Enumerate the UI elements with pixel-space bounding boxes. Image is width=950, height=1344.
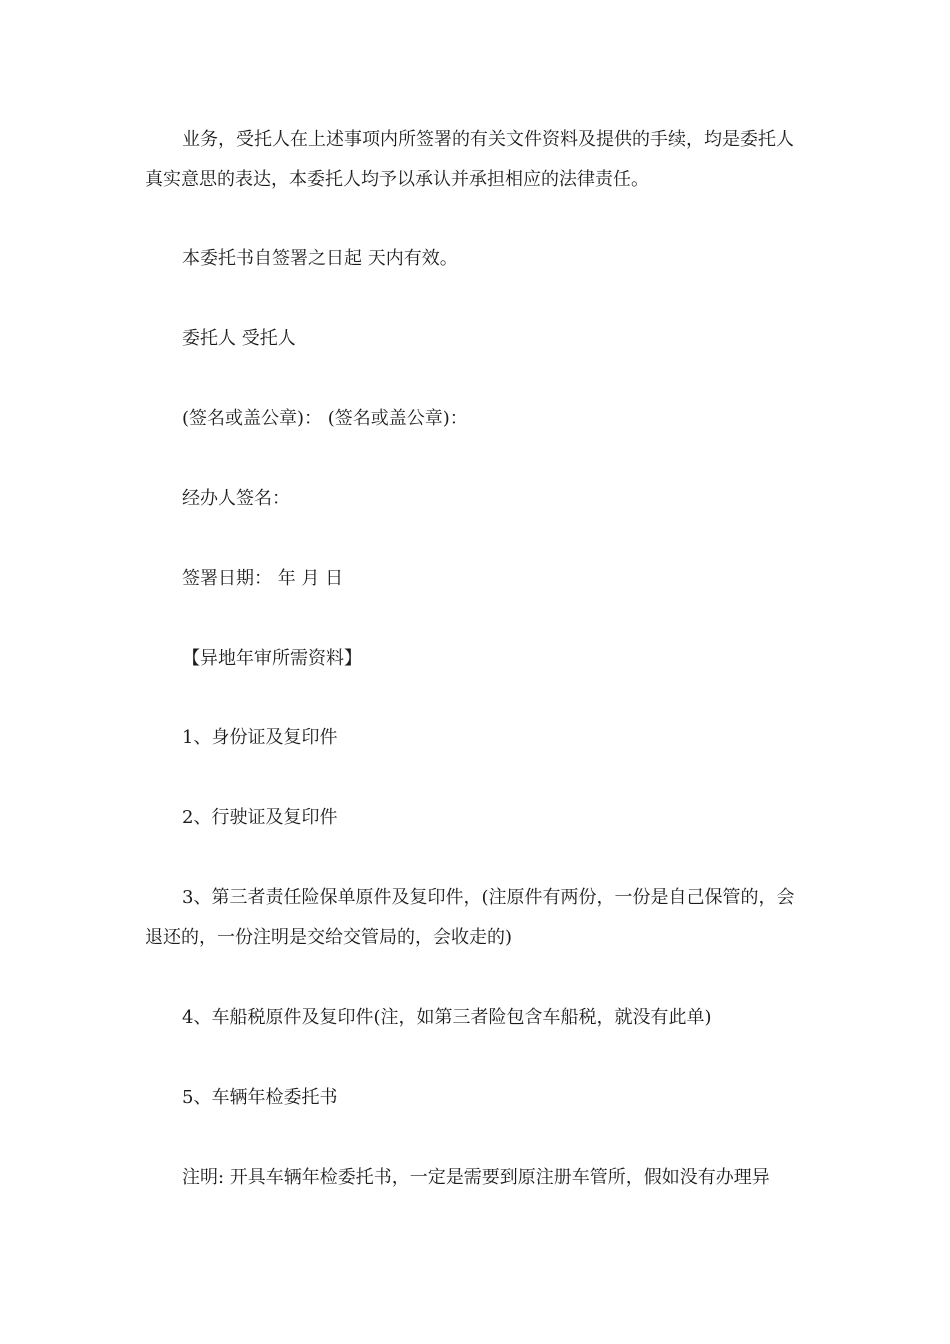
paragraph-parties: 委托人 受托人 [182, 328, 296, 349]
list-item-inspection-authorization: 5、车辆年检委托书 [182, 1087, 338, 1108]
paragraph-authorization-scope: 业务，受托人在上述事项内所签署的有关文件资料及提供的手续，均是委托人真实意思的表达，本委托人均予以承认并承担相应的法律责任。 [145, 129, 794, 190]
paragraph-handler-signature: 经办人签名： [182, 488, 290, 509]
list-item-vehicle-tax: 4、车船税原件及复印件(注，如第三者险包含车船税，就没有此单) [182, 1007, 712, 1028]
section-heading-materials: 【异地年审所需资料】 [182, 648, 362, 669]
paragraph-signature-line: (签名或盖公章)： (签名或盖公章)： [182, 408, 468, 429]
paragraph-validity-period: 本委托书自签署之日起 天内有效。 [182, 248, 458, 269]
list-item-id-card: 1、身份证及复印件 [182, 727, 338, 748]
list-item-driving-license: 2、行驶证及复印件 [182, 807, 338, 828]
paragraph-signing-date: 签署日期： 年 月 日 [182, 568, 344, 589]
list-item-insurance-policy: 3、第三者责任险保单原件及复印件，(注原件有两份，一份是自己保管的，会退还的，一份注明是交给交管局的，会收走的) [145, 887, 795, 948]
paragraph-note: 注明: 开具车辆年检委托书，一定是需要到原注册车管所，假如没有办理异 [182, 1167, 770, 1188]
